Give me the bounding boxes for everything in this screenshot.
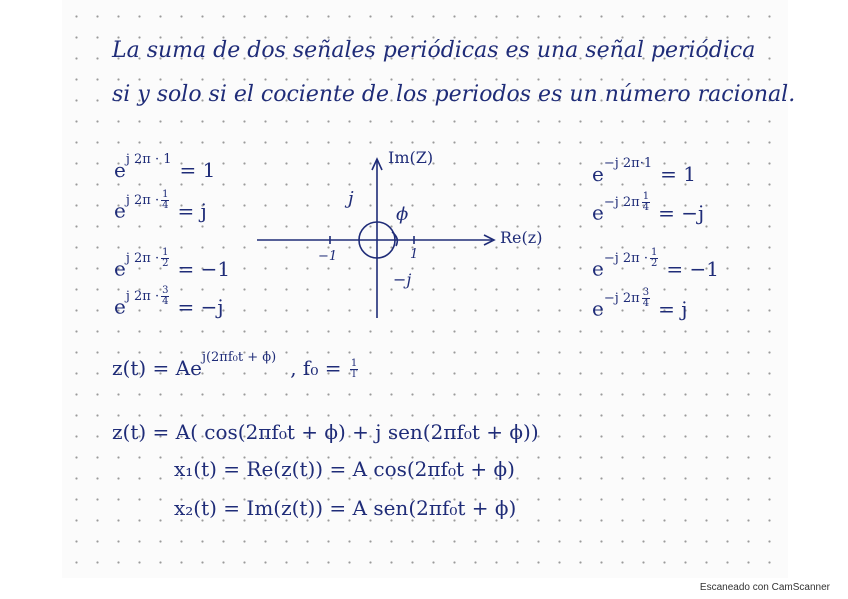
j-label: j bbox=[348, 188, 354, 209]
exp-exponent-main: −j 2π·1 bbox=[603, 156, 653, 172]
exp-exponent-main: j 2π · bbox=[125, 193, 160, 208]
exp-result: = j bbox=[177, 198, 207, 223]
eq1-frac-den: T bbox=[350, 369, 358, 380]
watermark-text: Escaneado con CamScanner bbox=[699, 582, 830, 593]
one-tick-label: 1 bbox=[410, 247, 419, 262]
exp-base: e bbox=[114, 294, 126, 319]
exp-result: = −j bbox=[177, 294, 224, 319]
im-axis-label: Im(Z) bbox=[388, 148, 434, 167]
frac-den: 2 bbox=[650, 258, 658, 269]
eq1-lhs: z(t) = Ae bbox=[112, 356, 202, 380]
eq1-tail: , f₀ = bbox=[290, 356, 348, 380]
neg-j-label: −j bbox=[393, 270, 412, 289]
exp-result: = j bbox=[658, 296, 688, 321]
exp-base: e bbox=[114, 158, 126, 182]
exp-base: e bbox=[592, 256, 604, 281]
frac-den: 4 bbox=[162, 200, 169, 211]
frac-num: 1 bbox=[650, 247, 658, 258]
frac-num: 1 bbox=[162, 247, 169, 258]
frac-den: 4 bbox=[642, 202, 650, 213]
frac-den: 4 bbox=[642, 298, 650, 309]
frac-num: 1 bbox=[162, 189, 169, 200]
neg-one-tick-label: −1 bbox=[318, 249, 338, 264]
eq1-fraction bbox=[350, 359, 358, 380]
exp-base: e bbox=[114, 198, 126, 223]
exp-exponent-main: −j 2π bbox=[603, 195, 640, 210]
frac-num: 3 bbox=[162, 285, 169, 296]
frac-den: 4 bbox=[162, 296, 169, 307]
eq1-exponent: j(2πf₀t + ϕ) bbox=[201, 350, 277, 366]
phi-label: ϕ bbox=[396, 204, 409, 225]
exp-exponent-main: j 2π · bbox=[125, 251, 160, 266]
exp-result: = 1 bbox=[660, 162, 696, 186]
frac-num: 1 bbox=[642, 191, 650, 202]
exp-base: e bbox=[592, 200, 604, 225]
equation-x2: x₂(t) = Im(z(t)) = A sen(2πf₀t + ϕ) bbox=[174, 496, 517, 520]
equation-z-euler: z(t) = A( cos(2πf₀t + ϕ) + j sen(2πf₀t + ϕ)) bbox=[112, 420, 539, 444]
equation-z-exponential bbox=[112, 350, 358, 380]
exp-exponent-main: −j 2π bbox=[603, 291, 640, 306]
re-axis-label: Re(z) bbox=[500, 228, 543, 247]
exp-result: = −1 bbox=[177, 256, 231, 281]
exp-exponent-main: j 2π · 1 bbox=[125, 152, 172, 168]
exp-result: = 1 bbox=[179, 158, 216, 182]
exp-exponent-main: j 2π · bbox=[125, 289, 160, 304]
frac-den: 2 bbox=[162, 258, 169, 269]
exp-base: e bbox=[592, 162, 604, 186]
exp-base: e bbox=[114, 256, 126, 281]
exp-result: = −j bbox=[658, 200, 705, 225]
frac-num: 3 bbox=[642, 287, 650, 298]
eq1-frac-num: 1 bbox=[350, 358, 358, 369]
exp-exponent-main: −j 2π · bbox=[603, 251, 648, 266]
equation-x1: x₁(t) = Re(z(t)) = A cos(2πf₀t + ϕ) bbox=[174, 457, 515, 481]
heading-line-1: La suma de dos señales periódicas es una señal periódica bbox=[112, 38, 756, 63]
exp-result: = −1 bbox=[666, 256, 719, 281]
exp-base: e bbox=[592, 296, 604, 321]
heading-line-2: si y solo si el cociente de los periodos es un número racional. bbox=[112, 82, 796, 107]
